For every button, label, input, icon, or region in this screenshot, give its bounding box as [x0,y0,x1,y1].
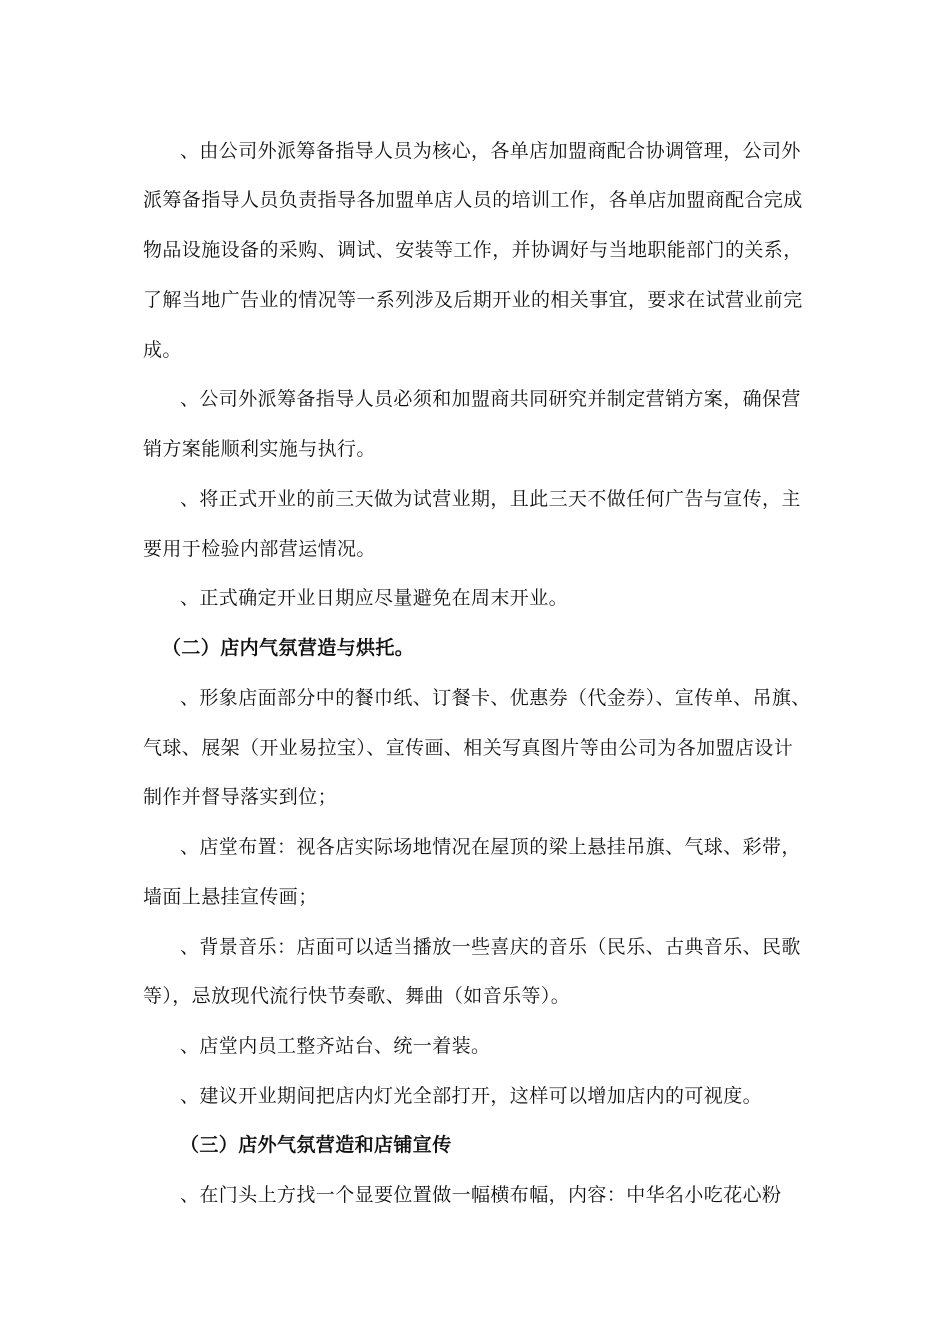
paragraph-1-line-5: 成。 [143,339,182,361]
section-heading-2: （二）店内气氛营造与烘托。 [162,637,415,659]
paragraph-6-line-1: 、店堂布置：视各店实际场地情况在屋顶的梁上悬挂吊旗、气球、彩带， [180,836,801,858]
paragraph-8-line-1: 、店堂内员工整齐站台、统一着装。 [180,1035,491,1057]
paragraph-1-line-3: 物品设施设备的采购、调试、安装等工作，并协调好与当地职能部门的关系， [143,239,803,261]
paragraph-2-line-2: 销方案能顺利实施与执行。 [143,438,376,460]
paragraph-5-line-1: 、形象店面部分中的餐巾纸、订餐卡、优惠券（代金券）、宣传单、吊旗、 [180,687,811,709]
paragraph-9-line-1: 、建议开业期间把店内灯光全部打开，这样可以增加店内的可视度。 [180,1085,763,1107]
paragraph-4-line-1: 、正式确定开业日期应尽量避免在周末开业。 [180,587,569,609]
paragraph-7-line-2: 等），忌放现代流行快节奏歌、舞曲（如音乐等）。 [143,985,571,1007]
paragraph-3-line-2: 要用于检验内部营运情况。 [143,538,376,560]
paragraph-2-line-1: 、公司外派筹备指导人员必须和加盟商共同研究并制定营销方案，确保营 [180,388,801,410]
paragraph-5-line-3: 制作并督导落实到位； [143,786,338,808]
paragraph-1-line-4: 了解当地广告业的情况等一系列涉及后期开业的相关事宜，要求在试营业前完 [143,289,803,311]
paragraph-6-line-2: 墙面上悬挂宣传画； [143,886,318,908]
section-heading-3: （三）店外气氛营造和店铺宣传 [180,1134,452,1156]
paragraph-10-line-1: 、在门头上方找一个显要位置做一幅横布幅，内容：中华名小吃花心粉 [180,1184,782,1206]
paragraph-3-line-1: 、将正式开业的前三天做为试营业期，且此三天不做任何广告与宣传，主 [180,488,801,510]
paragraph-1-line-1: 、由公司外派筹备指导人员为核心，各单店加盟商配合协调管理，公司外 [180,140,801,162]
paragraph-5-line-2: 气球、展架（开业易拉宝）、宣传画、相关写真图片等由公司为各加盟店设计 [143,737,794,759]
paragraph-7-line-1: 、背景音乐：店面可以适当播放一些喜庆的音乐（民乐、古典音乐、民歌 [180,936,801,958]
paragraph-1-line-2: 派筹备指导人员负责指导各加盟单店人员的培训工作，各单店加盟商配合完成 [143,189,803,211]
